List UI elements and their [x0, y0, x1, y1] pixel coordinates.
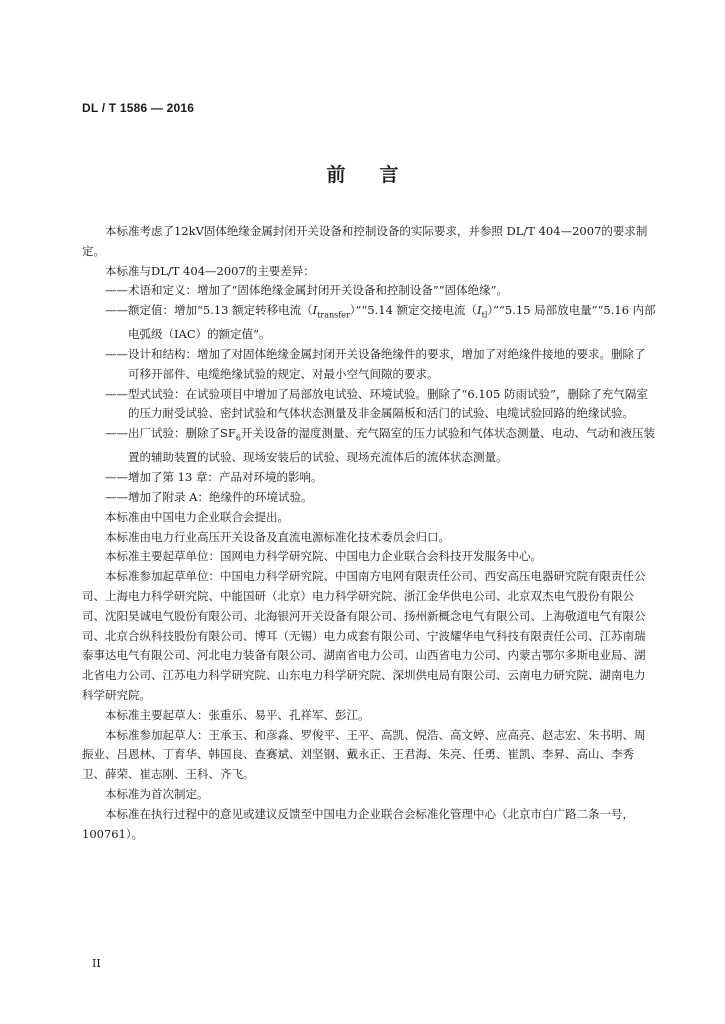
- takeover-current-subscript: tl: [481, 310, 488, 320]
- main-drafting-units: 本标准主要起草单位：国网电力科学研究院、中国电力企业联合会科技开发服务中心。: [105, 549, 542, 564]
- difference-item-ratings: [82, 301, 656, 345]
- difference-item-routine-tests: [82, 424, 656, 468]
- difference-item-annex-a: ——增加了附录 A：绝缘件的环境试验。: [105, 489, 313, 504]
- routine-tests-text-a: ——出厂试验：删除了SF: [105, 426, 236, 441]
- takeover-current-symbol: I: [477, 303, 482, 318]
- first-edition-note: 本标准为首次制定。: [105, 786, 209, 801]
- transfer-current-symbol: I: [312, 303, 318, 318]
- difference-item-type-tests: ——型式试验：在试验项目中增加了局部放电试验、环境试验。删除了“6.105 防雨试验”，删除了充气隔室的压力耐受试验、密封试验和气体状态测量及非金属隔板和活门的试验、电缆试验回路的绝缘试验。: [105, 386, 648, 421]
- committee-paragraph: 本标准由电力行业高压开关设备及直流电源标准化技术委员会归口。: [105, 529, 450, 544]
- page-number: II: [92, 957, 101, 970]
- participating-drafting-units: 本标准参加起草单位：中国电力科学研究院、中国南方电网有限责任公司、西安高压电器研究院有限责任公司、上海电力科学研究院、中能国研（北京）电力科学研究院、浙江金华供电公司、北京双杰电气股份有限公司、沈阳昊诚电气股份有限公司、北海银河开关设备有限公司、扬州新概念电气有限公司、上海敬道电气有限公司、北京合纵科技股份有限公司、博耳（无锡）电力成套有限公司、宁波耀华电气科技有限责任公司、江苏南瑞泰事达电气有限公司、河北电力装备有限公司、湖南省电力公司、山西省电力公司、内蒙古鄂尔多斯电业局、湖北省电力公司、江苏电力科学研究院、山东电力科学研究院、深圳供电局有限公司、云南电力研究院、湖南电力科学研究院。: [82, 569, 646, 702]
- transfer-current-subscript: transfer: [317, 310, 350, 320]
- main-drafters: 本标准主要起草人：张重乐、易平、孔祥军、彭江。: [105, 707, 370, 722]
- sf6-subscript: 6: [235, 433, 241, 443]
- participating-drafters: 本标准参加起草人：王承玉、和彦淼、罗俊平、王平、高凯、倪浩、高文婷、应高亮、赵志宏、朱书明、周振业、吕恩林、丁育华、韩国良、查赛斌、刘坚钢、戴永正、王君海、朱亮、任勇、崔凯、李昇、高山、李秀卫、薛荣、崔志刚、王科、齐飞。: [82, 727, 646, 782]
- difference-item-design: ——设计和结构：增加了对固体绝缘金属封闭开关设备绝缘件的要求，增加了对绝缘件接地的要求。删除了可移开部件、电缆绝缘试验的规定、对最小空气间隙的要求。: [105, 347, 646, 381]
- document-body: [82, 222, 656, 844]
- differences-heading: 本标准与DL/T 404—2007的主要差异：: [105, 263, 315, 278]
- ratings-text-b: ）”“5.14 额定交接电流（: [349, 303, 478, 318]
- difference-item-terms: ——术语和定义：增加了“固体绝缘金属封闭开关设备和控制设备”“固体绝缘”。: [105, 283, 509, 298]
- feedback-paragraph: 本标准在执行过程中的意见或建议反馈至中国电力企业联合会标准化管理中心（北京市白广路二条一号，100761）。: [82, 806, 634, 841]
- page-title: 前言: [326, 164, 433, 186]
- standard-code: DL / T 1586 — 2016: [82, 101, 195, 115]
- routine-tests-text-b: 开关设备的湿度测量、充气隔室的压力试验和气体状态测量、电动、气动和液压装置的辅助装置的试验、现场安装后的试验、现场充流体后的流体状态测量。: [128, 426, 655, 465]
- intro-paragraph: 本标准考虑了12kV固体绝缘金属封闭开关设备和控制设备的实际要求，并参照 DL/T 404—2007的要求制定。: [82, 224, 648, 258]
- ratings-text-a: ——额定值：增加“5.13 额定转移电流（: [105, 303, 313, 318]
- ratings-text-c: ）”“5.15 局部放电量”“5.16 内部电弧级（IAC）的额定值”。: [128, 303, 656, 342]
- proposer-paragraph: 本标准由中国电力企业联合会提出。: [105, 509, 289, 524]
- difference-item-chapter13: ——增加了第 13 章：产品对环境的影响。: [105, 470, 323, 485]
